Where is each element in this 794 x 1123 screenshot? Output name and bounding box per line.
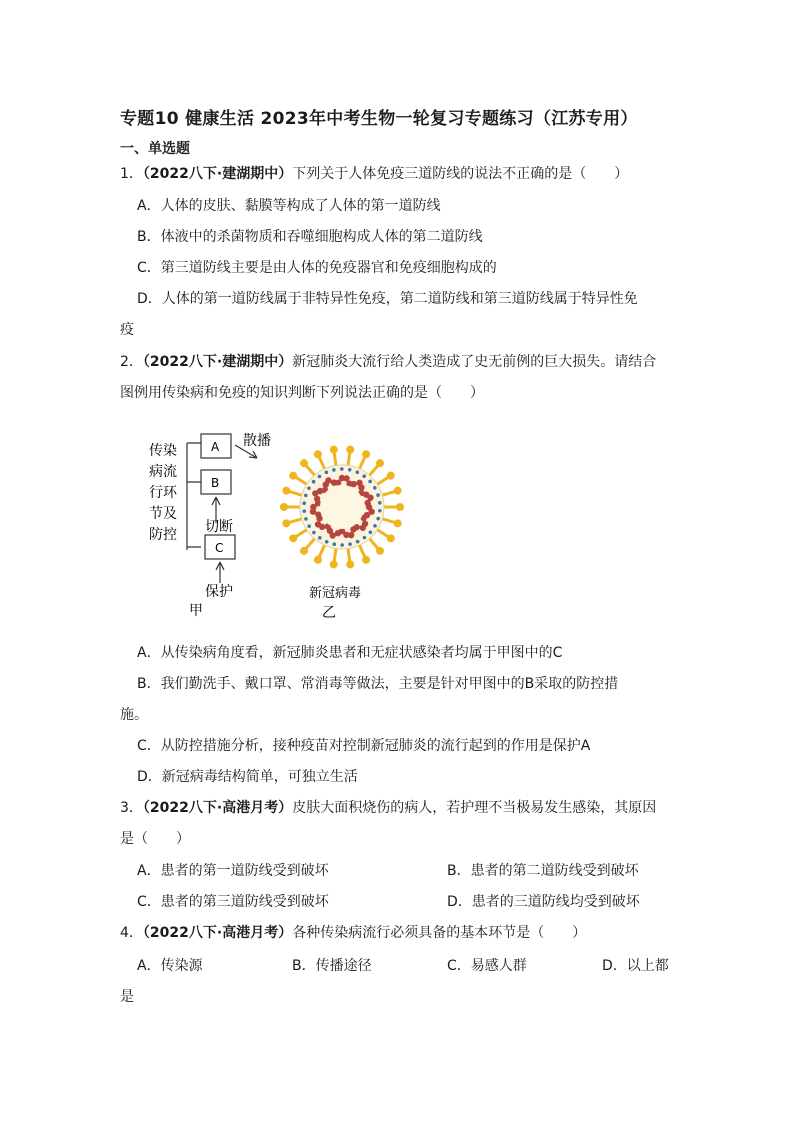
box-b-label: B	[211, 476, 220, 490]
virus-spike-tip	[362, 450, 370, 458]
virus-name-label: 新冠病毒	[309, 586, 362, 601]
question-text: 新冠肺炎大流行给人类造成了史无前例的巨大损失。请结合	[292, 354, 657, 370]
bracket-line	[187, 443, 201, 550]
membrane-protein	[373, 486, 377, 490]
question-text: 皮肤大面积烧伤的病人，若护理不当极易发生感染，其原因	[292, 800, 657, 816]
virus-spike-tip	[289, 534, 297, 542]
epidemic-diagram	[145, 425, 435, 625]
q4-option-b: B．传播途径	[292, 958, 372, 974]
question-text: 下列关于人体免疫三道防线的说法不正确的是（ ）	[292, 166, 629, 182]
membrane-protein	[312, 531, 316, 535]
membrane-protein	[376, 493, 380, 497]
document-title: 专题10 健康生活 2023年中考生物一轮复习专题练习（江苏专用）	[120, 109, 638, 129]
rna-core-bead	[350, 481, 356, 487]
membrane-protein	[332, 468, 336, 472]
membrane-protein	[302, 509, 306, 513]
virus-interior	[320, 485, 364, 529]
section-heading: 一、单选题	[120, 141, 190, 157]
rna-core-bead	[315, 511, 321, 517]
virus-spike-tip	[346, 446, 354, 454]
virus-spike-tip	[300, 459, 308, 467]
virus-spike-tip	[394, 519, 402, 527]
membrane-protein	[302, 501, 306, 505]
question-text: 各种传染病流行必须具备的基本环节是（ ）	[292, 925, 587, 941]
q1-option-c: C．第三道防线主要是由人体的免疫器官和免疫细胞构成的	[137, 260, 497, 276]
q3-options-row-1	[137, 861, 657, 881]
q4-option-a: A．传染源	[137, 958, 203, 974]
question-2-stem	[120, 352, 656, 372]
membrane-protein	[363, 536, 367, 540]
question-number: 1．	[120, 166, 143, 182]
membrane-protein	[373, 524, 377, 528]
figure-label-jia: 甲	[189, 603, 203, 619]
side-label-line: 行环	[149, 485, 177, 501]
question-3-stem	[120, 798, 656, 818]
membrane-protein	[325, 540, 329, 544]
rna-core-bead	[360, 525, 366, 531]
question-3-stem-line2: 是（ ）	[120, 831, 190, 847]
question-source: （2022八下·建湖期中）	[142, 354, 293, 370]
side-label-line: 传染	[149, 443, 177, 459]
membrane-protein	[340, 467, 344, 471]
virus-spike-tip	[300, 547, 308, 555]
membrane-protein	[348, 468, 352, 472]
membrane-protein	[369, 530, 373, 534]
membrane-protein	[376, 517, 380, 521]
membrane-protein	[362, 474, 366, 478]
membrane-protein	[304, 494, 308, 498]
question-number: 2．	[120, 354, 143, 370]
membrane-protein	[304, 517, 308, 521]
question-number: 3．	[120, 800, 143, 816]
side-label-line: 节及	[149, 506, 177, 522]
membrane-protein	[356, 540, 360, 544]
protect-arrow	[216, 562, 224, 583]
q3-option-c: C．患者的第三道防线受到破坏	[137, 894, 329, 910]
q4-option-d: D．以上都	[602, 958, 669, 974]
membrane-protein	[307, 486, 311, 490]
question-1-stem	[120, 164, 628, 184]
figure-label-yi: 乙	[322, 605, 336, 621]
virus-spike-tip	[282, 519, 290, 527]
q2-option-b: B．我们勤洗手、戴口罩、常消毒等做法，主要是针对甲图中的B采取的防控措	[137, 676, 619, 692]
coronavirus-illustration	[280, 446, 404, 569]
virus-spike-tip	[396, 503, 404, 511]
virus-spike-tip	[394, 487, 402, 495]
q1-option-d-continuation: 疫	[120, 322, 134, 338]
q2-option-b-continuation: 施。	[120, 707, 148, 723]
virus-spike-tip	[314, 556, 322, 564]
virus-spike-tip	[346, 560, 354, 568]
spread-label: 散播	[243, 433, 271, 449]
membrane-protein	[332, 542, 336, 546]
q3-option-d: D．患者的三道防线均受到破坏	[447, 894, 640, 910]
virus-spike-tip	[282, 487, 290, 495]
membrane-protein	[312, 480, 316, 484]
q4-options-row	[137, 956, 669, 976]
box-a-label: A	[211, 440, 220, 454]
question-number: 4．	[120, 925, 143, 941]
membrane-protein	[307, 524, 311, 528]
virus-spike-tip	[376, 459, 384, 467]
membrane-protein	[378, 501, 382, 505]
q2-option-a: A．从传染病角度看，新冠肺炎患者和无症状感染者均属于甲图中的C	[137, 645, 563, 661]
virus-spike-tip	[289, 472, 297, 480]
rna-core-bead	[315, 521, 321, 527]
rna-core-bead	[314, 496, 320, 502]
virus-spike-tip	[376, 547, 384, 555]
membrane-protein	[368, 480, 372, 484]
membrane-protein	[348, 542, 352, 546]
membrane-protein	[318, 536, 322, 540]
q1-option-a: A．人体的皮肤、黏膜等构成了人体的第一道防线	[137, 198, 441, 214]
side-label-line: 防控	[149, 527, 177, 543]
membrane-protein	[318, 475, 322, 479]
q4-option-d-continuation: 是	[120, 989, 134, 1005]
q2-option-d: D．新冠病毒结构简单，可独立生活	[137, 769, 358, 785]
question-source: （2022八下·高港月考）	[142, 800, 293, 816]
protect-label: 保护	[205, 584, 233, 600]
q2-option-c: C．从防控措施分析，接种疫苗对控制新冠肺炎的流行起到的作用是保护A	[137, 738, 591, 754]
membrane-protein	[340, 543, 344, 547]
q3-option-a: A．患者的第一道防线受到破坏	[137, 863, 329, 879]
virus-spike-tip	[314, 450, 322, 458]
membrane-protein	[325, 471, 329, 475]
rna-core-bead	[325, 477, 331, 483]
q1-option-b: B．体液中的杀菌物质和吞噬细胞构成人体的第二道防线	[137, 229, 483, 245]
box-c-label: C	[215, 541, 224, 555]
membrane-protein	[355, 470, 359, 474]
side-label	[149, 442, 178, 543]
q4-option-c: C．易感人群	[447, 958, 527, 974]
q3-options-row-2	[137, 892, 657, 912]
virus-spike-tip	[330, 446, 338, 454]
virus-spike-tip	[387, 534, 395, 542]
question-4-stem	[120, 923, 586, 943]
question-2-stem-line2: 图例用传染病和免疫的知识判断下列说法正确的是（ ）	[120, 385, 484, 401]
rna-core-bead	[350, 526, 356, 532]
question-source: （2022八下·建湖期中）	[142, 166, 293, 182]
virus-spike-tip	[362, 556, 370, 564]
virus-spike-tip	[387, 472, 395, 480]
q1-option-d: D．人体的第一道防线属于非特异性免疫，第二道防线和第三道防线属于特异性免	[137, 291, 638, 307]
membrane-protein	[378, 509, 382, 513]
cut-label: 切断	[205, 519, 233, 535]
rna-core-bead	[365, 500, 371, 506]
side-label-line: 病流	[149, 464, 177, 480]
question-source: （2022八下·高港月考）	[142, 925, 293, 941]
virus-spike-tip	[280, 503, 288, 511]
virus-spike-tip	[330, 560, 338, 568]
q3-option-b: B．患者的第二道防线受到破坏	[447, 863, 639, 879]
